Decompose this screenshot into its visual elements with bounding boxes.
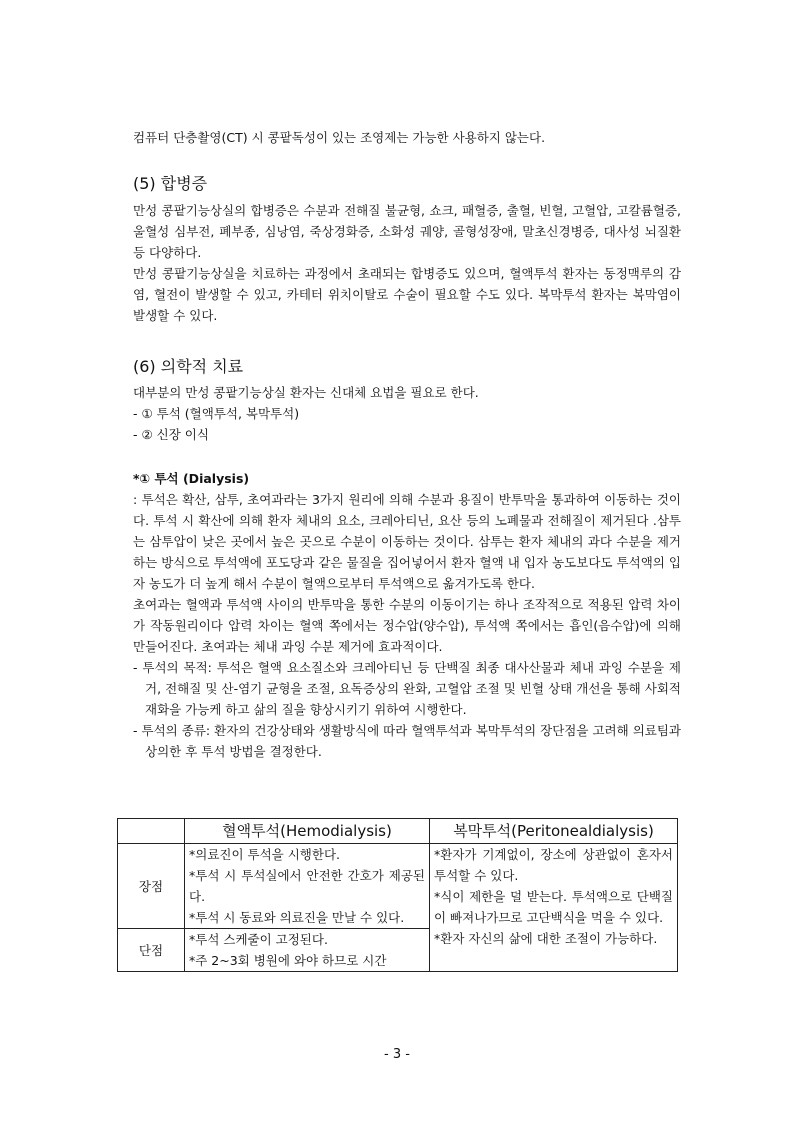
intro-paragraph: 컴퓨터 단층촬영(CT) 시 콩팥독성이 있는 조영제는 가능한 사용하지 않는다. (133, 130, 546, 145)
medical-treatment-text (133, 382, 681, 445)
treatment-item: - ① 투석 (혈액투석, 복막투석) (133, 406, 300, 421)
complications-paragraph: 만성 콩팥기능상실을 치료하는 과정에서 초래되는 합병증도 있으며, 혈액투석 환자는 동정맥루의 감염, 혈전이 발생할 수 있고, 카테터 위치이탈로 수술이 필요할 수도 있다. 복막투석 환자는 복막염이 발생할 수 있다. (133, 266, 681, 323)
list-item: *투석 시 동료와 의료진을 만날 수 있다. (189, 910, 405, 925)
dialysis-bullet: - 투석의 종류: 환자의 건강상태와 생활방식에 따라 혈액투석과 복막투석의 장단점을 고려해 의료팀과 상의한 후 투석 방법을 결정한다. (133, 723, 681, 759)
table-header-row (118, 819, 678, 844)
hemodialysis-cons-cell (185, 929, 430, 972)
table-corner-cell (118, 819, 185, 844)
complications-text (133, 200, 681, 326)
page-number: - 3 - (384, 1047, 410, 1062)
section-6-heading: (6) 의학적 치료 (133, 357, 244, 376)
dialysis-bullet: - 투석의 목적: 투석은 혈액 요소질소와 크레아티닌 등 단백질 최종 대사산물과 체내 과잉 수분을 제거, 전해질 및 산-염기 균형을 조절, 요독증상의 완화, 고혈압 조절 및 빈혈 상태 개선을 통해 사회적 재화을 가능케 하고 삶의 질을 향상시키기 위하여 시행한다. (133, 660, 681, 717)
dialysis-section (133, 468, 681, 762)
list-item: *투석 스케줄이 고정된다. (189, 932, 328, 947)
dialysis-paragraph: 초여과는 혈액과 투석액 사이의 반투막을 통한 수분의 이동이기는 하나 조작적으로 적용된 압력 차이가 작동원리이다 압력 차이는 혈액 쪽에서는 정수압(양수압), 투석액 쪽에서는 흡인(음수압)에 의해 만들어진다. 초여과는 체내 과잉 수분 제거에 효과적이다. (133, 597, 681, 654)
row-header-pros: 장점 (118, 844, 185, 929)
list-item: *환자 자신의 삶에 대한 조절이 가능하다. (434, 931, 658, 946)
list-item: *환자가 기계없이, 장소에 상관없이 혼자서 투석할 수 있다. (434, 847, 673, 883)
list-item: *투석 시 투석실에서 안전한 간호가 제공된다. (189, 868, 425, 904)
list-item: *식이 제한을 덜 받는다. 투석액으로 단백질이 빠져나가므로 고단백식을 먹을 수 있다. (434, 889, 673, 925)
treatment-intro: 대부분의 만성 콩팥기능상실 환자는 신대체 요법을 필요로 한다. (133, 385, 479, 400)
dialysis-comparison-table (117, 818, 678, 972)
dialysis-title: *① 투석 (Dialysis) (133, 471, 250, 486)
list-item: *의료진이 투석을 시행한다. (189, 847, 340, 862)
header-hemodialysis: 혈액투석(Hemodialysis) (185, 819, 430, 844)
hemodialysis-pros-cell (185, 844, 430, 929)
dialysis-paragraph: : 투석은 확산, 삼투, 초여과라는 3가지 원리에 의해 수분과 용질이 반투막을 통과하여 이동하는 것이다. 투석 시 확산에 의해 환자 체내의 요소, 크레아티닌, 요산 등의 노폐물과 전해질이 제거된다 .삼투는 삼투압이 낮은 곳에서 높은 곳으로 수분이 이동하는 것이다. 삼투는 환자 체내의 과다 수분을 제거하는 방식으로 투석액에 포도당과 같은 물질을 집어넣어서 환자 혈액 내 입자 농도보다도 투석액의 입자 농도가 더 높게 해서 수분이 혈액으로부터 투석액으로 옮겨가도록 한다. (133, 492, 681, 591)
list-item: *주 2~3회 병원에 와야 하므로 시간 (189, 953, 387, 968)
peritoneal-pros-cell (430, 844, 678, 972)
header-peritoneal-dialysis: 복막투석(Peritonealdialysis) (430, 819, 678, 844)
row-header-cons: 단점 (118, 929, 185, 972)
table-row (118, 844, 678, 929)
section-5-heading: (5) 합병증 (133, 174, 208, 193)
complications-paragraph: 만성 콩팥기능상실의 합병증은 수분과 전해질 불균형, 쇼크, 패혈증, 출혈, 빈혈, 고혈압, 고칼륨혈증, 울혈성 심부전, 폐부종, 심낭염, 죽상경화증, 소화성 궤양, 골형성장애, 말초신경병증, 대사성 뇌질환 등 다양하다. (133, 203, 681, 260)
treatment-item: - ② 신장 이식 (133, 427, 209, 442)
